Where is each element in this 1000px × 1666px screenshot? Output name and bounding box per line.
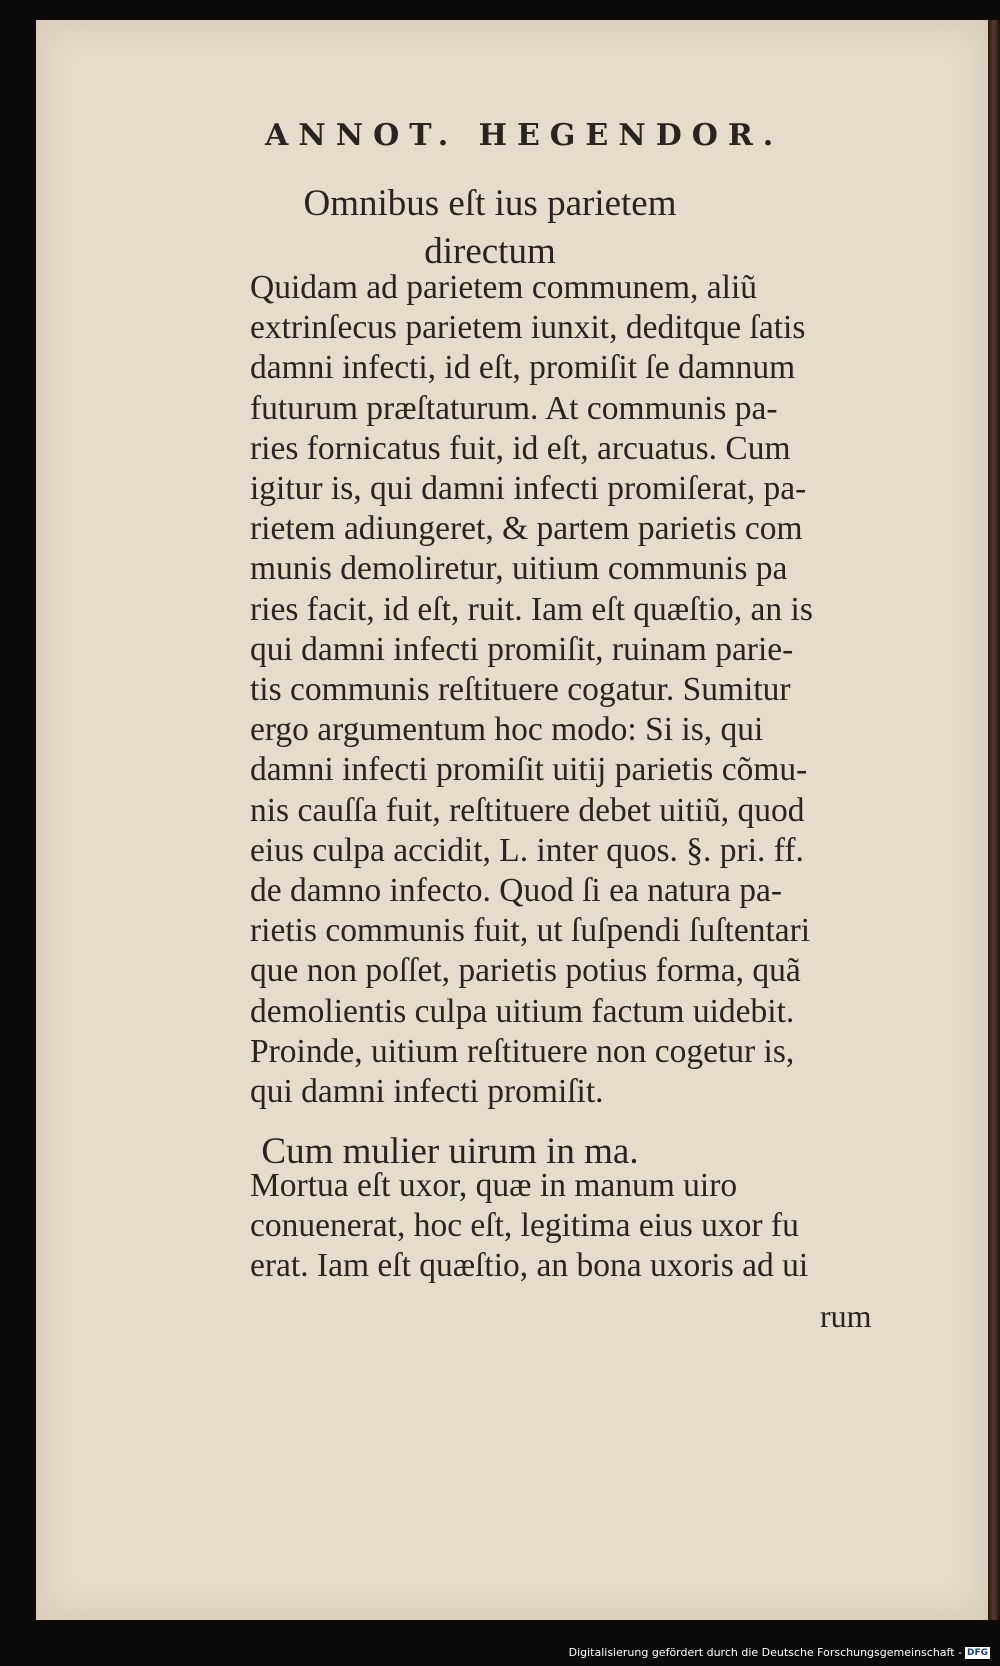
text-line: demolientis culpa uitium factum uidebit. xyxy=(250,992,795,1030)
text-line: igitur is, qui damni infecti promiſerat, pa- xyxy=(250,470,807,508)
text-line: munis demoliretur, uitium communis pa xyxy=(250,550,788,588)
text-line: Proinde, uitium reſtituere non cogetur is, xyxy=(250,1032,795,1070)
text-line: damni infecti promiſit uitij parietis cõmu- xyxy=(250,751,808,789)
text-line: conuenerat, hoc eſt, legitima eius uxor fu xyxy=(250,1207,799,1245)
dfg-logo-icon: DFG xyxy=(966,1647,988,1658)
footer-credit: Digitalisierung gefördert durch die Deutsche Forschungsgemeinschaft - xyxy=(568,1646,962,1659)
text-line: tis communis reſtituere cogatur. Sumitur xyxy=(250,671,791,709)
text-line: rietis communis fuit, ut ſuſpendi ſuſtentari xyxy=(250,912,811,950)
text-line: de damno infecto. Quod ſi ea natura pa- xyxy=(250,872,783,910)
text-line: ries facit, id eſt, ruit. Iam eſt quæſtio, an is xyxy=(250,590,813,628)
text-line: rietem adiungeret, & partem parietis com xyxy=(250,510,803,548)
heading-line: Cum mulier uirum in ma. xyxy=(261,1131,639,1172)
book-edge xyxy=(988,20,1000,1620)
text-line: nis cauſſa fuit, reſtituere debet uitiũ, quod xyxy=(250,791,805,829)
heading-line: directum xyxy=(424,231,556,272)
catchword: rum xyxy=(820,1298,872,1334)
section-heading-1 xyxy=(140,180,840,276)
text-line: erat. Iam eſt quæſtio, an bona uxoris ad ui xyxy=(250,1247,809,1285)
text-line: ries fornicatus fuit, id eſt, arcuatus. Cum xyxy=(250,429,791,467)
text-line: extrinſecus parietem iunxit, deditque ſatis xyxy=(250,309,806,347)
text-line: que non poſſet, parietis potius forma, quã xyxy=(250,952,801,990)
section-body-1 xyxy=(250,268,910,1112)
running-head: ANNOT. HEGENDOR. xyxy=(265,118,784,153)
text-line: eius culpa accidit, L. inter quos. §. pri. ff. xyxy=(250,831,804,869)
text-line: Quidam ad parietem communem, aliũ xyxy=(250,269,757,306)
text-line: qui damni infecti promiſit, ruinam parie- xyxy=(250,630,794,668)
digitization-footer xyxy=(569,1646,990,1659)
text-line: qui damni infecti promiſit. xyxy=(250,1073,604,1111)
text-line: futurum præſtaturum. At communis pa- xyxy=(250,389,778,427)
text-line: damni infecti, id eſt, promiſit ſe damnum xyxy=(250,349,796,387)
text-line: ergo argumentum hoc modo: Si is, qui xyxy=(250,711,764,749)
heading-line: Omnibus eſt ius parietem xyxy=(303,183,677,224)
text-line: Mortua eſt uxor, quæ in manum uiro xyxy=(250,1167,738,1204)
section-body-2 xyxy=(250,1166,910,1287)
